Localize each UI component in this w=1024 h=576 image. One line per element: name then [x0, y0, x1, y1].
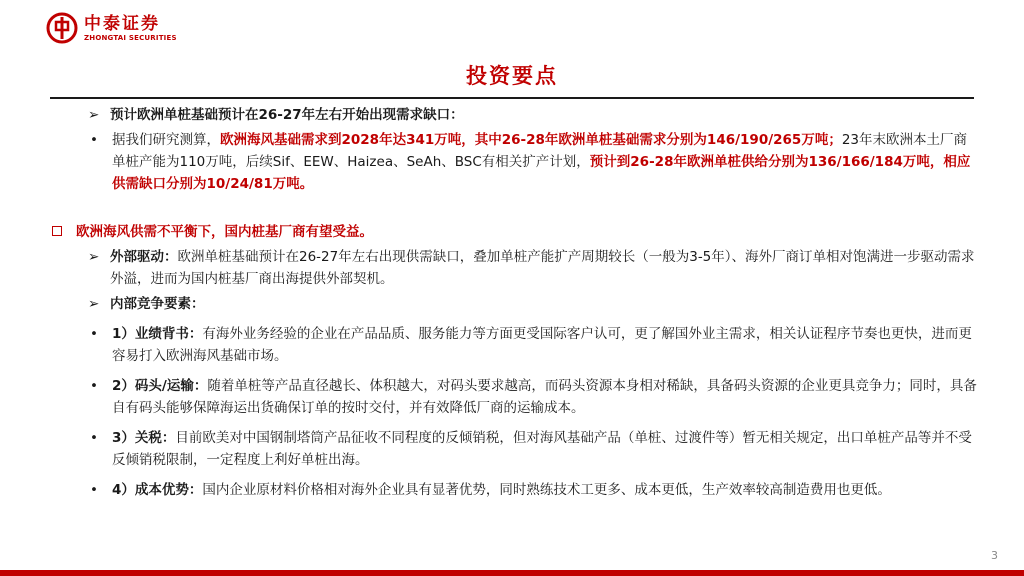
- arrow-bullet-icon: ➢: [88, 296, 100, 312]
- internal-factors-heading-text: 内部竞争要素：: [110, 296, 205, 312]
- logo-english-name: ZHONGTAI SECURITIES: [84, 33, 177, 42]
- footer-bar: [0, 570, 1024, 576]
- section1-heading: [88, 104, 978, 126]
- dot-bullet-icon: •: [90, 430, 98, 446]
- page-title: 投资要点: [466, 64, 558, 88]
- company-logo: [46, 12, 177, 44]
- arrow-bullet-icon: ➢: [88, 107, 100, 123]
- item-text: 目前欧美对中国钢制塔筒产品征收不同程度的反倾销税，但对海风基础产品（单桩、过渡件等）暂无相关规定，出口单桩产品等并不受反倾销税限制，一定程度上利好单桩出海。: [112, 430, 972, 468]
- list-item: [88, 375, 978, 419]
- item-label: 3）关税：: [112, 430, 176, 446]
- section1-bullet: [88, 129, 978, 195]
- section1-heading-text: 预计欧洲单桩基础预计在26-27年左右开始出现需求缺口：: [110, 107, 464, 123]
- external-driver-text: 欧洲单桩基础预计在26-27年左右出现供需缺口，叠加单桩产能扩产周期较长（一般为3-5年）、海外厂商订单相对饱满进一步驱动需求外溢，进而为国内桩基厂商出海提供外部契机。: [110, 249, 975, 287]
- external-driver: [88, 246, 978, 290]
- dot-bullet-icon: •: [90, 132, 98, 148]
- dot-bullet-icon: •: [90, 326, 98, 342]
- title-divider: [50, 97, 974, 99]
- item-text: 随着单桩等产品直径越长、体积越大，对码头要求越高，而码头资源本身相对稀缺，具备码头资源的企业更具竞争力；同时，具备自有码头能够保障海运出货确保订单的按时交付，并有效降低厂商的运输成本。: [112, 378, 977, 416]
- dot-bullet-icon: •: [90, 482, 98, 498]
- bullet-text-d: 预计到26-28年欧洲单桩供给分别为136/166/184万吨，相应供需缺口分别为10/24/81万吨。: [112, 154, 971, 192]
- item-label: 2）码头/运输：: [112, 378, 208, 394]
- arrow-bullet-icon: ➢: [88, 249, 100, 265]
- section2-heading-text: 欧洲海风供需不平衡下，国内桩基厂商有望受益。: [76, 224, 373, 240]
- bullet-text-b: 欧洲海风基础需求到2028年达341万吨，其中26-28年欧洲单桩基础需求分别为146/190/265万吨；: [220, 132, 842, 148]
- external-driver-label: 外部驱动：: [110, 249, 178, 265]
- main-content: [76, 104, 978, 501]
- square-bullet-icon: [52, 226, 62, 236]
- item-label: 1）业绩背书：: [112, 326, 203, 342]
- bullet-text-a: 据我们研究测算，: [112, 132, 220, 148]
- list-item: [88, 479, 978, 501]
- list-item: [88, 427, 978, 471]
- bullet-text-c: 23年末欧洲本土厂商单桩产能为110万吨，后续Sif、EEW、Haizea、SeAh、BSC有相关扩产计划，: [112, 132, 968, 170]
- logo-chinese-name: 中泰证券: [84, 13, 160, 34]
- item-text: 国内企业原材料价格相对海外企业具有显著优势，同时熟练技术工更多、成本更低，生产效率较高制造费用也更低。: [202, 482, 891, 498]
- list-item: [88, 323, 978, 367]
- section2-heading: [52, 221, 978, 243]
- item-label: 4）成本优势：: [112, 482, 203, 498]
- page-number: 3: [991, 549, 998, 562]
- dot-bullet-icon: •: [90, 378, 98, 394]
- zhongtai-logo-icon: [46, 12, 78, 44]
- internal-factors-heading: [88, 293, 978, 315]
- item-text: 有海外业务经验的企业在产品品质、服务能力等方面更受国际客户认可，更了解国外业主需求，相关认证程序节奏也更快，进而更容易打入欧洲海风基础市场。: [112, 326, 972, 364]
